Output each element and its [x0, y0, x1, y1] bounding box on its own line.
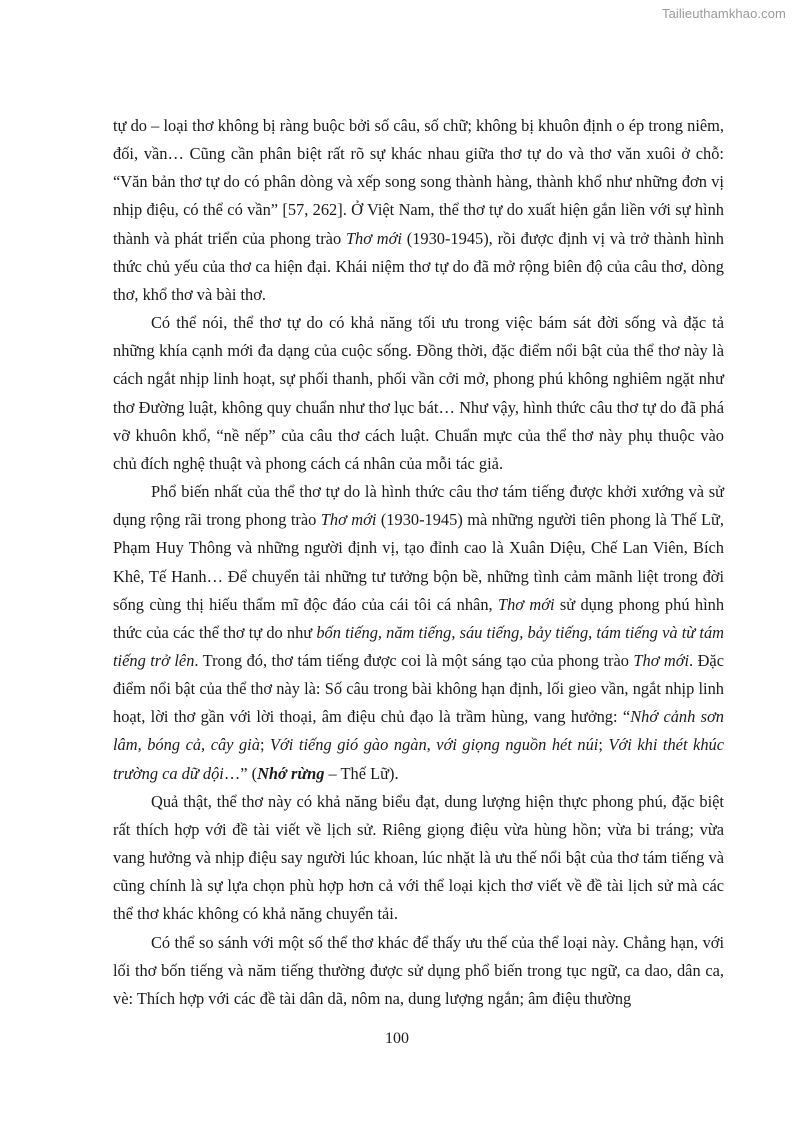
paragraph-5: Có thể so sánh với một số thể thơ khác để thấy ưu thế của thể loại này. Chẳng hạn, với lối thơ bốn tiếng và năm tiếng thường được sử dụng phổ biến trong tục ngữ, ca dao, dân ca, vè: Thích hợp với các đề tài dân dã, nôm na, dung lượng ngắn; âm điệu thường: [113, 932, 724, 1008]
text-span: tự do – loại thơ không bị ràng buộc bởi số câu, số chữ; không bị khuôn định o ép trong niêm, đối, vần… Cũng cần phân biệt rất rõ sự khác nhau giữa thơ tự do và thơ văn xuôi ở chỗ: “Văn bản thơ tự do có phân dòng và xếp song song thành hàng, thành khổ như những đơn vị nhịp điệu, có thể có vần” [57, 262]. Ở Việt Nam, thể thơ tự do xuất hiện gắn liền với sự hình thành và phát triển của phong trào: [113, 116, 724, 248]
italic-term: bốn tiếng, năm tiếng, sáu tiếng, bảy tiếng, tám tiếng và từ tám tiếng trở lên: [113, 622, 724, 670]
paragraph-1: [113, 112, 724, 309]
text-span: sử dụng phong phú hình thức của các thể thơ tự do như: [113, 594, 725, 642]
text-span: (1930-1945) mà những người tiên phong là Thế Lữ, Phạm Huy Thông và những người định vị, tạo đỉnh cao là Xuân Diệu, Chế Lan Viên, Bích Khê, Tế Hanh… Để chuyển tải những tư tưởng bộn bề, những tình cảm mãnh liệt trong đời sống cùng thị hiếu thẩm mĩ độc đáo của cái tôi cá nhân,: [113, 510, 724, 614]
text-span: (1930-1945), rồi được định vị và trở thành hình thức chủ yếu của thơ ca hiện đại. Khái niệm thơ tự do đã mở rộng biên độ của câu thơ, dòng thơ, khổ thơ và bài thơ.: [113, 228, 724, 304]
paragraph-4: Quả thật, thể thơ này có khả năng biểu đạt, dung lượng hiện thực phong phú, đặc biệt rất thích hợp với đề tài viết về lịch sử. Riêng giọng điệu vừa hùng hồn; vừa bi tráng; vừa vang hưởng và nhịp điệu say người lúc khoan, lúc nhặt là ưu thế nổi bật của thơ tám tiếng và cũng chính là sự lựa chọn phù hợp hơn cả với thể loại kịch thơ viết về đề tài lịch sử mà các thể thơ khác không có khả năng chuyển tải.: [113, 791, 724, 924]
italic-term: Thơ mới: [320, 510, 377, 530]
page-number: 100: [385, 1030, 409, 1047]
page-body: [113, 112, 724, 1013]
italic-term: Thơ mới: [345, 228, 402, 248]
text-span: ;: [598, 735, 609, 755]
watermark: Tailieuthamkhao.com: [661, 6, 786, 21]
italic-term: Thơ mới: [633, 650, 690, 670]
text-span: – Thế Lữ).: [324, 763, 399, 783]
italic-term: Thơ mới: [497, 594, 555, 614]
text-span: . Đặc điểm nổi bật của thể thơ này là: Số câu trong bài không hạn định, lối gieo vần, ngắt nhịp linh hoạt, lời thơ gần với lời thoại, âm điệu chủ đạo là trầm hùng, vang hưởng: “: [113, 650, 724, 727]
poem-title: Nhớ rừng: [257, 763, 325, 783]
text-span: ;: [259, 735, 271, 755]
poem-quote: Nhớ cảnh sơn lâm, bóng cả, cây già: [113, 707, 724, 755]
paragraph-2: Có thể nói, thể thơ tự do có khả năng tối ưu trong việc bám sát đời sống và đặc tả những khía cạnh mới đa dạng của cuộc sống. Đồng thời, đặc điểm nổi bật của thể thơ này là cách ngắt nhịp linh hoạt, sự phối thanh, phối vần cởi mở, phong phú không nghiêm ngặt như thơ Đường luật, không quy chuẩn như thơ lục bát… Như vậy, hình thức câu thơ tự do đã phá vỡ khuôn khổ, “nề nếp” của câu thơ cách luật. Chuẩn mực của thể thơ này phụ thuộc vào chủ đích nghệ thuật và phong cách cá nhân của mỗi tác giả.: [113, 313, 724, 473]
text-span: …” (: [223, 763, 258, 783]
text-span: . Trong đó, thơ tám tiếng được coi là một sáng tạo của phong trào: [194, 650, 634, 670]
poem-quote: Với tiếng gió gào ngàn, với giọng nguồn hét núi: [270, 735, 599, 755]
poem-quote: Với khi thét khúc trường ca dữ dội: [113, 735, 724, 783]
text-span: Phổ biến nhất của thể thơ tự do là hình thức câu thơ tám tiếng được khởi xướng và sử dụng rộng rãi trong phong trào: [113, 482, 724, 530]
paragraph-3: [113, 478, 724, 788]
